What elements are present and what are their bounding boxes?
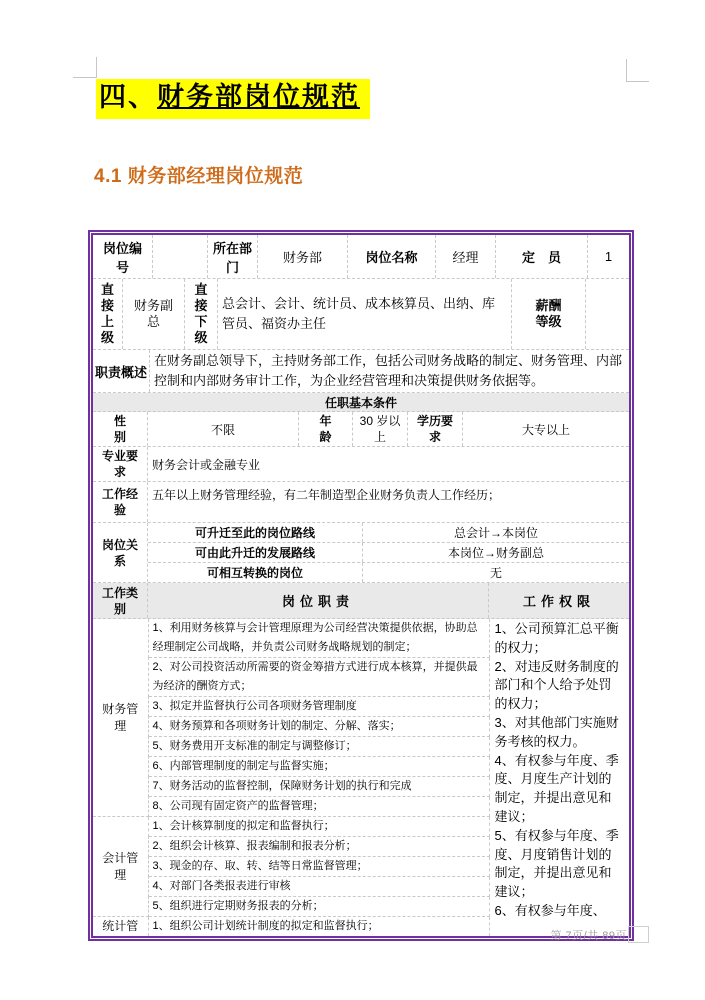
subordinate-label: 直接下级 <box>185 279 218 349</box>
table-row-summary <box>93 350 629 393</box>
relation-promotion-to-value: 总会计→本岗位 <box>453 526 538 540</box>
duty-item: 5、组织进行定期财务报表的分析； <box>148 897 489 917</box>
relation-promotion-to-label: 可升迁至此的岗位路线 <box>148 523 363 542</box>
department-value: 财务部 <box>258 235 348 278</box>
major-label: 专业要求 <box>93 447 148 481</box>
experience-value: 五年以上财务管理经验，有二年制造型企业财务负责人工作经历； <box>152 488 501 502</box>
section-heading: 4.1 财务部经理岗位规范 <box>94 166 304 187</box>
duty-category-accounting: 会计管理 <box>93 817 148 917</box>
qualification-banner-row <box>93 393 629 412</box>
table-row-experience <box>93 482 629 523</box>
chapter-heading-prefix: 四、 <box>99 82 157 113</box>
supervisor-label: 直接上级 <box>93 279 123 349</box>
duty-item: 6、内部管理制度的制定与监督实施； <box>148 757 489 777</box>
duty-item: 3、拟定并监督执行公司各项财务管理制度 <box>148 697 489 717</box>
duty-row <box>93 619 629 658</box>
duty-item: 1、组织公司计划统计制度的拟定和监督执行； <box>148 917 489 937</box>
summary-label: 职责概述 <box>93 350 150 392</box>
table-row-basic-info <box>93 235 629 279</box>
duty-category-finance: 财务管理 <box>93 619 148 817</box>
duties-header-row <box>93 583 629 619</box>
authority-header: 工作权限 <box>522 594 595 609</box>
footer-field-box <box>628 926 649 943</box>
table-row-gender-age-education <box>93 412 629 447</box>
gender-label: 性别 <box>93 412 148 446</box>
margin-mark-top-right-horizontal <box>626 81 649 82</box>
relation-label: 岗位关系 <box>93 523 148 582</box>
position-name-label: 岗位名称 <box>348 235 436 278</box>
chapter-heading <box>96 79 370 119</box>
experience-label: 工作经验 <box>93 482 148 522</box>
duty-item: 1、利用财务核算与会计管理原理为公司经营决策提供依据，协助总经理制定公司战略，并负责公司财务战略规划的制定； <box>148 619 489 658</box>
margin-mark-top-left-horizontal <box>73 77 97 78</box>
authority-item: 1、公司预算汇总平衡的权力； <box>494 621 619 655</box>
authority-item: 3、对其他部门实施财务考核的权力。 <box>494 714 619 749</box>
headcount-value: 1 <box>604 249 613 264</box>
margin-mark-top-left-vertical <box>96 57 97 78</box>
major-value: 财务会计或金融专业 <box>152 457 261 472</box>
margin-mark-top-right-vertical <box>626 59 627 82</box>
position-name-value: 经理 <box>436 235 496 278</box>
relation-subtable <box>148 523 629 582</box>
supervisor-value: 财务副总 <box>123 279 185 349</box>
education-label: 学历要求 <box>408 412 463 446</box>
chapter-heading-text: 财务部岗位规范 <box>157 82 360 113</box>
duty-item: 5、财务费用开支标准的制定与调整修订； <box>148 737 489 757</box>
age-value: 30 岁以上 <box>353 412 408 446</box>
salary-grade-value <box>586 279 629 349</box>
relation-promotion-from-value: 本岗位→财务副总 <box>447 546 544 560</box>
duty-item: 4、对部门各类报表进行审核 <box>148 877 489 897</box>
relation-transfer-value: 无 <box>489 566 502 580</box>
table-row-major <box>93 447 629 482</box>
relation-row-transfer <box>148 563 629 582</box>
authority-item: 2、对违反财务制度的部门和个人给予处罚的权力； <box>494 658 619 712</box>
age-label: 年龄 <box>299 412 353 446</box>
duty-header: 岗位职责 <box>148 583 489 618</box>
relation-row-promotion-to <box>148 523 629 543</box>
duty-item: 3、现金的存、取、转、结等日常监督管理； <box>148 857 489 877</box>
duty-item: 2、对公司投资活动所需要的资金筹措方式进行成本核算，并提供最为经济的酬资方式； <box>148 658 489 697</box>
department-label: 所在部门 <box>208 235 258 278</box>
subordinate-value: 总会计、会计、统计员、成本核算员、出纳、库管员、福资办主任 <box>218 279 512 349</box>
relation-transfer-label: 可相互转换的岗位 <box>148 563 363 582</box>
education-value: 大专以上 <box>521 422 570 437</box>
salary-grade-label: 薪酬等级 <box>512 279 586 349</box>
authority-cell <box>489 619 629 936</box>
page-number: 第 7页/共 89页 <box>550 930 627 942</box>
summary-value: 在财务副总领导下，主持财务部工作，包括公司财务战略的制定、财务管理、内部控制和内部财务审计工作，为企业经营管理和决策提供财务依据等。 <box>154 353 623 388</box>
authority-item: 5、有权参与年度、季度、月度销售计划的制定，并提出意见和建议； <box>494 827 619 900</box>
gender-value: 不限 <box>148 412 299 446</box>
duty-category-statistics: 统计管 <box>93 917 148 937</box>
qualification-section-title: 任职基本条件 <box>324 395 397 410</box>
relation-promotion-from-label: 可由此升迁的发展路线 <box>148 543 363 562</box>
duty-item: 4、财务预算和各项财务计划的制定、分解、落实； <box>148 717 489 737</box>
authority-item: 6、有权参与年度、 <box>494 902 606 918</box>
table-row-reporting <box>93 279 629 350</box>
duty-item: 1、会计核算制度的拟定和监督执行； <box>148 817 489 837</box>
category-header: 工作类别 <box>93 583 148 618</box>
duties-table <box>93 619 629 936</box>
duty-item: 8、公司现有固定资产的监督管理； <box>148 797 489 817</box>
relation-row-promotion-from <box>148 543 629 563</box>
duty-item: 7、财务活动的监督控制，保障财务计划的执行和完成 <box>148 777 489 797</box>
position-code-value <box>153 235 208 278</box>
authority-item: 4、有权参与年度、季度、月度生产计划的制定，并提出意见和建议； <box>494 752 619 824</box>
duty-item: 2、组织会计核算、报表编制和报表分析； <box>148 837 489 857</box>
position-code-label: 岗位编号 <box>93 235 153 278</box>
position-spec-table <box>88 230 634 941</box>
headcount-label: 定 员 <box>496 235 588 278</box>
table-row-relations <box>93 523 629 583</box>
